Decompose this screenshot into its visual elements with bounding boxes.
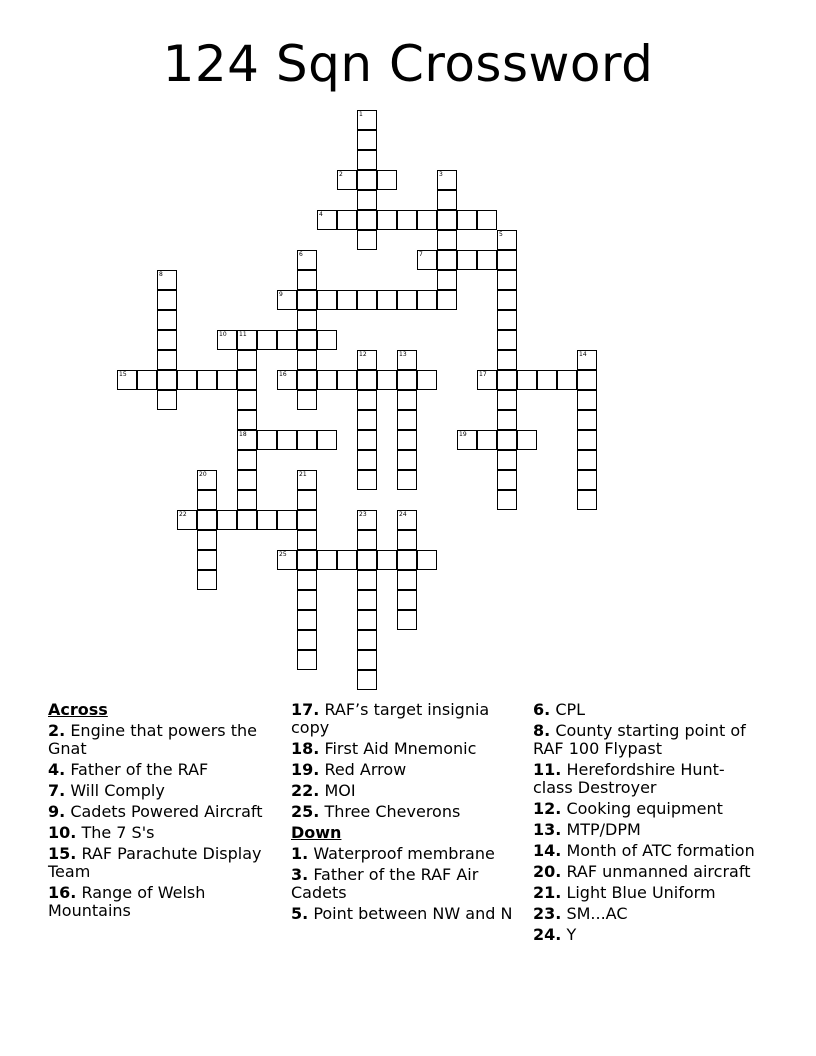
- grid-cell[interactable]: [357, 150, 377, 170]
- clue-number: 13.: [533, 820, 562, 839]
- grid-cell[interactable]: [337, 370, 357, 390]
- grid-cell[interactable]: [157, 270, 177, 290]
- cell-number: 18: [239, 431, 247, 438]
- cell-number: 20: [199, 471, 207, 478]
- grid-cell[interactable]: [317, 210, 337, 230]
- clue-text: Engine that powers the Gnat: [48, 721, 257, 758]
- grid-cell[interactable]: [397, 430, 417, 450]
- grid-cell[interactable]: [357, 670, 377, 690]
- clue-text: Three Cheverons: [324, 802, 461, 821]
- grid-cell[interactable]: [297, 350, 317, 370]
- grid-cell[interactable]: [417, 370, 437, 390]
- clue-item: [533, 761, 763, 797]
- clue-text: Month of ATC formation: [566, 841, 755, 860]
- grid-cell[interactable]: [357, 290, 377, 310]
- page-title: 124 Sqn Crossword: [162, 35, 654, 93]
- grid-cell[interactable]: [297, 370, 317, 390]
- grid-cell[interactable]: [437, 290, 457, 310]
- clue-number: 19.: [291, 760, 320, 779]
- cell-number: 21: [299, 471, 307, 478]
- clue-item: [291, 701, 521, 737]
- clue-item: [533, 842, 763, 860]
- grid-cell[interactable]: [397, 610, 417, 630]
- grid-cell[interactable]: [277, 550, 297, 570]
- grid-cell[interactable]: [457, 250, 477, 270]
- grid-cell[interactable]: [397, 510, 417, 530]
- grid-cell[interactable]: [357, 190, 377, 210]
- grid-cell[interactable]: [357, 470, 377, 490]
- grid-cell[interactable]: [297, 330, 317, 350]
- clue-text: Y: [566, 925, 577, 944]
- cell-number: 22: [179, 511, 187, 518]
- grid-cell[interactable]: [397, 570, 417, 590]
- grid-cell[interactable]: [277, 430, 297, 450]
- clue-text: The 7 S's: [81, 823, 155, 842]
- clue-item: [48, 824, 278, 842]
- grid-cell[interactable]: [577, 430, 597, 450]
- grid-cell[interactable]: [197, 370, 217, 390]
- cell-number: 25: [279, 551, 287, 558]
- grid-cell[interactable]: [297, 650, 317, 670]
- grid-cell[interactable]: [437, 250, 457, 270]
- clue-item: [533, 800, 763, 818]
- clue-number: 8.: [533, 721, 551, 740]
- grid-cell[interactable]: [157, 370, 177, 390]
- grid-cell[interactable]: [497, 450, 517, 470]
- grid-cell[interactable]: [177, 510, 197, 530]
- clue-number: 12.: [533, 799, 562, 818]
- grid-cell[interactable]: [297, 310, 317, 330]
- grid-cell[interactable]: [357, 390, 377, 410]
- grid-cell[interactable]: [497, 490, 517, 510]
- clue-item: [533, 821, 763, 839]
- grid-cell[interactable]: [357, 230, 377, 250]
- grid-cell[interactable]: [497, 230, 517, 250]
- cell-number: 14: [579, 351, 587, 358]
- clue-text: Red Arrow: [324, 760, 407, 779]
- cell-number: 9: [279, 291, 283, 298]
- grid-cell[interactable]: [217, 370, 237, 390]
- grid-cell[interactable]: [497, 290, 517, 310]
- grid-cell[interactable]: [497, 310, 517, 330]
- grid-cell[interactable]: [437, 170, 457, 190]
- grid-cell[interactable]: [497, 330, 517, 350]
- cell-number: 19: [459, 431, 467, 438]
- grid-cell[interactable]: [297, 530, 317, 550]
- grid-cell[interactable]: [137, 370, 157, 390]
- grid-cell[interactable]: [457, 430, 477, 450]
- clue-text: Father of the RAF: [70, 760, 209, 779]
- clue-text: Light Blue Uniform: [566, 883, 716, 902]
- grid-cell[interactable]: [337, 290, 357, 310]
- cell-number: 3: [439, 171, 443, 178]
- grid-cell[interactable]: [277, 370, 297, 390]
- clue-number: 2.: [48, 721, 66, 740]
- grid-cell[interactable]: [397, 390, 417, 410]
- grid-cell[interactable]: [337, 210, 357, 230]
- clue-item: [291, 845, 521, 863]
- grid-cell[interactable]: [297, 630, 317, 650]
- grid-cell[interactable]: [237, 350, 257, 370]
- clue-number: 20.: [533, 862, 562, 881]
- clue-item: [291, 761, 521, 779]
- grid-cell[interactable]: [577, 390, 597, 410]
- grid-cell[interactable]: [357, 550, 377, 570]
- grid-cell[interactable]: [437, 190, 457, 210]
- grid-cell[interactable]: [457, 210, 477, 230]
- grid-cell[interactable]: [357, 110, 377, 130]
- grid-cell[interactable]: [397, 290, 417, 310]
- cell-number: 5: [499, 231, 503, 238]
- clue-heading: Down: [291, 823, 342, 842]
- grid-cell[interactable]: [517, 430, 537, 450]
- clue-number: 1.: [291, 844, 309, 863]
- grid-cell[interactable]: [437, 230, 457, 250]
- grid-cell[interactable]: [397, 550, 417, 570]
- clue-number: 10.: [48, 823, 77, 842]
- grid-cell[interactable]: [577, 490, 597, 510]
- grid-cell[interactable]: [577, 410, 597, 430]
- grid-cell[interactable]: [237, 330, 257, 350]
- grid-cell[interactable]: [577, 450, 597, 470]
- clue-column-2: [291, 701, 521, 926]
- clue-number: 24.: [533, 925, 562, 944]
- clue-number: 17.: [291, 700, 320, 719]
- clue-number: 7.: [48, 781, 66, 800]
- grid-cell[interactable]: [417, 550, 437, 570]
- grid-cell[interactable]: [397, 530, 417, 550]
- grid-cell[interactable]: [297, 250, 317, 270]
- cell-number: 11: [239, 331, 247, 338]
- cell-number: 17: [479, 371, 487, 378]
- grid-cell[interactable]: [277, 330, 297, 350]
- grid-cell[interactable]: [197, 490, 217, 510]
- grid-cell[interactable]: [297, 430, 317, 450]
- grid-cell[interactable]: [377, 210, 397, 230]
- grid-cell[interactable]: [357, 530, 377, 550]
- grid-cell[interactable]: [357, 430, 377, 450]
- clue-text: Point between NW and N: [313, 904, 513, 923]
- clue-item: [48, 761, 278, 779]
- grid-cell[interactable]: [157, 290, 177, 310]
- grid-cell[interactable]: [397, 410, 417, 430]
- grid-cell[interactable]: [477, 250, 497, 270]
- grid-cell[interactable]: [197, 550, 217, 570]
- clue-number: 22.: [291, 781, 320, 800]
- clue-text: MOI: [324, 781, 356, 800]
- grid-cell[interactable]: [257, 330, 277, 350]
- clue-text: Father of the RAF Air Cadets: [291, 865, 479, 902]
- cell-number: 6: [299, 251, 303, 258]
- grid-cell[interactable]: [357, 630, 377, 650]
- grid-cell[interactable]: [397, 470, 417, 490]
- grid-cell[interactable]: [177, 370, 197, 390]
- clue-heading: Across: [48, 700, 108, 719]
- grid-cell[interactable]: [357, 370, 377, 390]
- grid-cell[interactable]: [237, 370, 257, 390]
- grid-cell[interactable]: [337, 170, 357, 190]
- grid-cell[interactable]: [297, 550, 317, 570]
- grid-cell[interactable]: [417, 250, 437, 270]
- grid-cell[interactable]: [297, 470, 317, 490]
- grid-cell[interactable]: [397, 590, 417, 610]
- clue-item: [533, 722, 763, 758]
- grid-cell[interactable]: [397, 370, 417, 390]
- clue-text: First Aid Mnemonic: [324, 739, 477, 758]
- grid-cell[interactable]: [377, 370, 397, 390]
- grid-cell[interactable]: [497, 390, 517, 410]
- clue-item: [48, 782, 278, 800]
- grid-cell[interactable]: [237, 490, 257, 510]
- clue-item: [48, 845, 278, 881]
- clue-item: [48, 884, 278, 920]
- grid-cell[interactable]: [437, 210, 457, 230]
- grid-cell[interactable]: [297, 290, 317, 310]
- clue-item: [291, 782, 521, 800]
- cell-number: 13: [399, 351, 407, 358]
- grid-cell[interactable]: [217, 330, 237, 350]
- grid-cell[interactable]: [197, 530, 217, 550]
- cell-number: 8: [159, 271, 163, 278]
- grid-cell[interactable]: [377, 170, 397, 190]
- grid-cell[interactable]: [277, 510, 297, 530]
- grid-cell[interactable]: [477, 210, 497, 230]
- grid-cell[interactable]: [157, 350, 177, 370]
- grid-cell[interactable]: [417, 290, 437, 310]
- clue-item: [291, 905, 521, 923]
- clue-text: RAF unmanned aircraft: [566, 862, 751, 881]
- grid-cell[interactable]: [397, 350, 417, 370]
- grid-cell[interactable]: [217, 510, 237, 530]
- clue-text: RAF Parachute Display Team: [48, 844, 262, 881]
- clue-item: [291, 740, 521, 758]
- grid-cell[interactable]: [357, 510, 377, 530]
- clue-number: 23.: [533, 904, 562, 923]
- grid-cell[interactable]: [357, 650, 377, 670]
- grid-cell[interactable]: [157, 310, 177, 330]
- clue-column-3: [533, 701, 763, 947]
- clue-text: RAF’s target insignia copy: [291, 700, 490, 737]
- grid-cell[interactable]: [317, 430, 337, 450]
- grid-cell[interactable]: [497, 470, 517, 490]
- cell-number: 2: [339, 171, 343, 178]
- grid-cell[interactable]: [297, 570, 317, 590]
- clue-text: County starting point of RAF 100 Flypast: [533, 721, 746, 758]
- grid-cell[interactable]: [497, 350, 517, 370]
- clue-item: [291, 803, 521, 821]
- grid-cell[interactable]: [417, 210, 437, 230]
- clue-column-1: [48, 701, 278, 923]
- clue-text: Range of Welsh Mountains: [48, 883, 206, 920]
- grid-cell[interactable]: [317, 550, 337, 570]
- grid-cell[interactable]: [357, 130, 377, 150]
- clue-item: [48, 722, 278, 758]
- clue-text: SM...AC: [566, 904, 628, 923]
- grid-cell[interactable]: [237, 390, 257, 410]
- grid-cell[interactable]: [377, 550, 397, 570]
- grid-cell[interactable]: [157, 330, 177, 350]
- clue-text: CPL: [555, 700, 586, 719]
- grid-cell[interactable]: [377, 290, 397, 310]
- grid-cell[interactable]: [577, 370, 597, 390]
- grid-cell[interactable]: [197, 570, 217, 590]
- grid-cell[interactable]: [357, 350, 377, 370]
- grid-cell[interactable]: [357, 610, 377, 630]
- grid-cell[interactable]: [237, 510, 257, 530]
- cell-number: 15: [119, 371, 127, 378]
- clue-number: 9.: [48, 802, 66, 821]
- grid-cell[interactable]: [237, 430, 257, 450]
- grid-cell[interactable]: [357, 170, 377, 190]
- grid-cell[interactable]: [357, 450, 377, 470]
- grid-cell[interactable]: [497, 430, 517, 450]
- grid-cell[interactable]: [237, 410, 257, 430]
- grid-cell[interactable]: [537, 370, 557, 390]
- clue-number: 14.: [533, 841, 562, 860]
- cell-number: 24: [399, 511, 407, 518]
- grid-cell[interactable]: [297, 390, 317, 410]
- clue-item: [291, 866, 521, 902]
- grid-cell[interactable]: [477, 370, 497, 390]
- grid-cell[interactable]: [577, 470, 597, 490]
- grid-cell[interactable]: [237, 450, 257, 470]
- clue-number: 11.: [533, 760, 562, 779]
- grid-cell[interactable]: [317, 330, 337, 350]
- clue-number: 4.: [48, 760, 66, 779]
- grid-cell[interactable]: [157, 390, 177, 410]
- clue-item: [533, 905, 763, 923]
- clue-number: 5.: [291, 904, 309, 923]
- grid-cell[interactable]: [357, 570, 377, 590]
- cell-number: 23: [359, 511, 367, 518]
- grid-cell[interactable]: [397, 210, 417, 230]
- clue-text: Cadets Powered Aircraft: [70, 802, 263, 821]
- grid-cell[interactable]: [497, 410, 517, 430]
- grid-cell[interactable]: [337, 550, 357, 570]
- clue-number: 3.: [291, 865, 309, 884]
- clue-number: 21.: [533, 883, 562, 902]
- grid-cell[interactable]: [297, 490, 317, 510]
- clue-text: MTP/DPM: [566, 820, 641, 839]
- grid-cell[interactable]: [357, 210, 377, 230]
- grid-cell[interactable]: [357, 590, 377, 610]
- clue-number: 15.: [48, 844, 77, 863]
- clue-text: Waterproof membrane: [313, 844, 495, 863]
- grid-cell[interactable]: [197, 470, 217, 490]
- grid-cell[interactable]: [317, 370, 337, 390]
- grid-cell[interactable]: [317, 290, 337, 310]
- clue-number: 6.: [533, 700, 551, 719]
- clue-item: [533, 926, 763, 944]
- clue-text: Cooking equipment: [566, 799, 723, 818]
- grid-cell[interactable]: [577, 350, 597, 370]
- clue-text: Herefordshire Hunt-class Destroyer: [533, 760, 725, 797]
- clue-item: [533, 863, 763, 881]
- grid-cell[interactable]: [497, 270, 517, 290]
- grid-cell[interactable]: [477, 430, 497, 450]
- grid-cell[interactable]: [557, 370, 577, 390]
- grid-cell[interactable]: [437, 270, 457, 290]
- grid-cell[interactable]: [197, 510, 217, 530]
- grid-cell[interactable]: [297, 610, 317, 630]
- clue-item: [48, 803, 278, 821]
- grid-cell[interactable]: [397, 450, 417, 470]
- grid-cell[interactable]: [257, 510, 277, 530]
- grid-cell[interactable]: [297, 510, 317, 530]
- cell-number: 7: [419, 251, 423, 258]
- grid-cell[interactable]: [497, 250, 517, 270]
- clue-number: 18.: [291, 739, 320, 758]
- grid-cell[interactable]: [517, 370, 537, 390]
- clue-text: Will Comply: [70, 781, 165, 800]
- grid-cell[interactable]: [357, 410, 377, 430]
- cell-number: 4: [319, 211, 323, 218]
- cell-number: 16: [279, 371, 287, 378]
- grid-cell[interactable]: [497, 370, 517, 390]
- cell-number: 10: [219, 331, 227, 338]
- grid-cell[interactable]: [117, 370, 137, 390]
- grid-cell[interactable]: [297, 270, 317, 290]
- grid-cell[interactable]: [277, 290, 297, 310]
- grid-cell[interactable]: [237, 470, 257, 490]
- clue-number: 25.: [291, 802, 320, 821]
- clue-item: [533, 884, 763, 902]
- clue-item: [533, 701, 763, 719]
- grid-cell[interactable]: [297, 590, 317, 610]
- cell-number: 12: [359, 351, 367, 358]
- cell-number: 1: [359, 111, 363, 118]
- grid-cell[interactable]: [257, 430, 277, 450]
- clue-number: 16.: [48, 883, 77, 902]
